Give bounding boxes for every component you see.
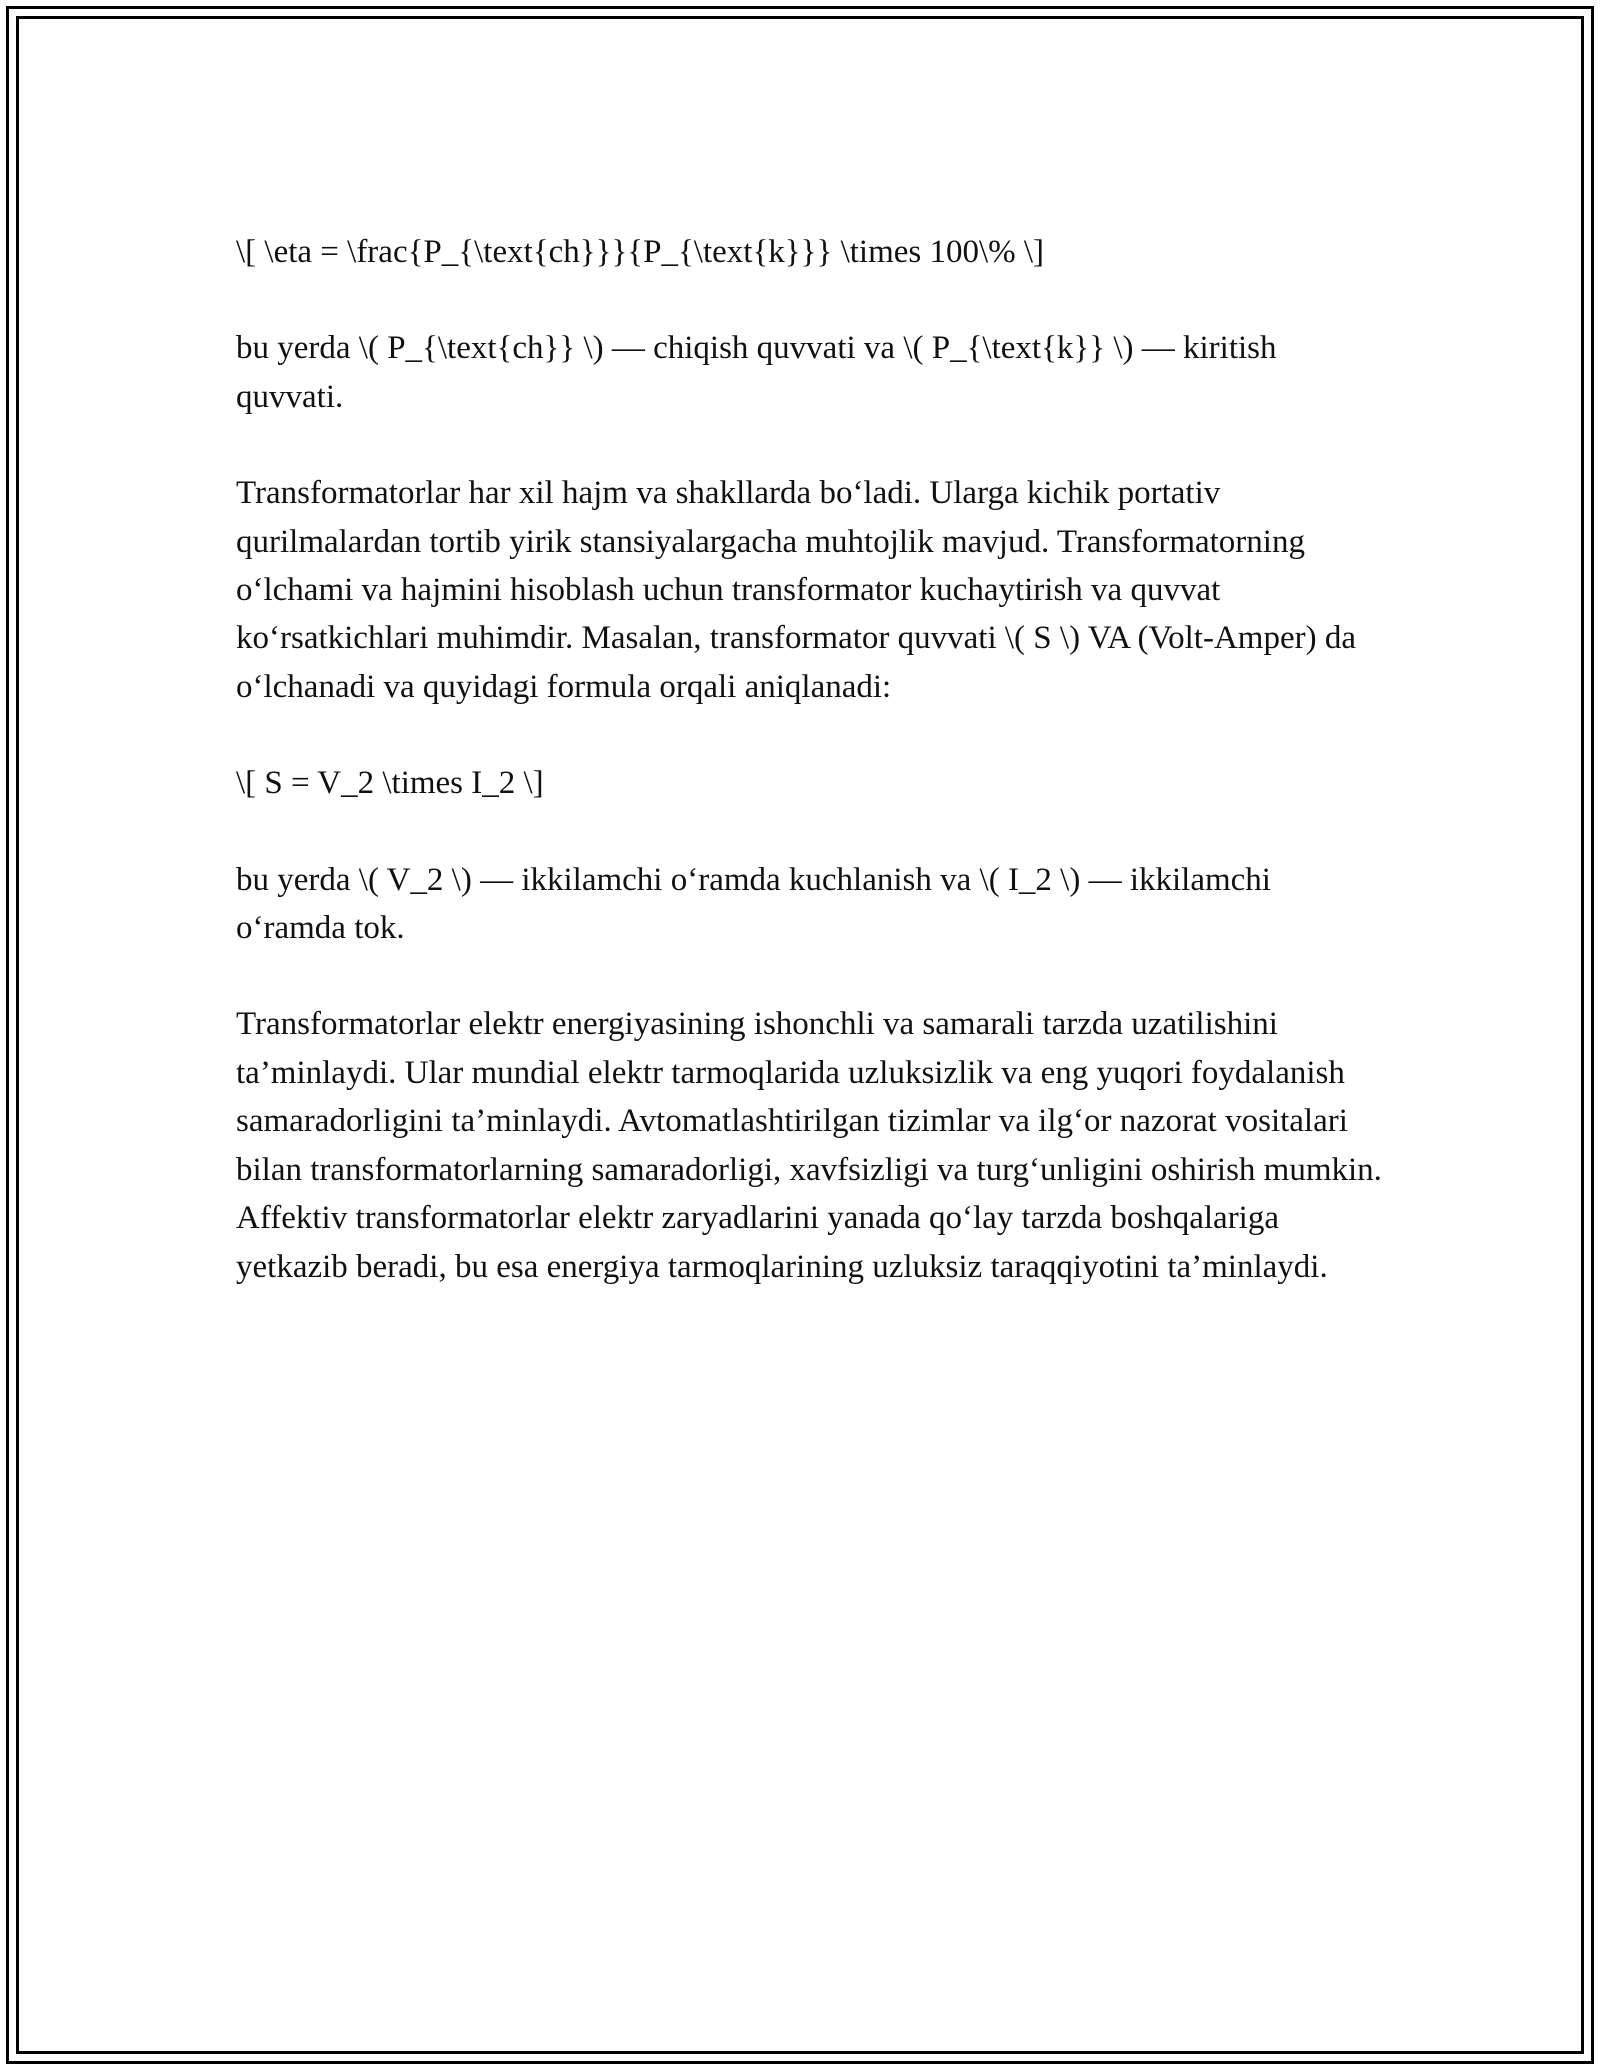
paragraph-power-definition: bu yerda \( V_2 \) — ikkilamchi o‘ramda kuchlanish va \( I_2 \) — ikkilamchi o‘ramda tok. [236,861,1271,947]
paragraph-efficiency-definition: bu yerda \( P_{\text{ch}} \) — chiqish quvvati va \( P_{\text{k}} \) — kiritish quvvati. [236,330,1277,415]
document-body [236,228,1386,1339]
paragraph-transformer-sizes: Transformatorlar har xil hajm va shakllarda bo‘ladi. Ularga kichik portativ qurilmalardan tortib yirik stansiyalargacha muhtojlik mavjud. Transformatorning o‘lchami va hajmini hisoblash uchun transformator kuchaytirish va quvvat ko‘rsatkichlari muhimdir. Masalan, transformator quvvati \( S \) VA (Volt-Amper) da o‘lchanadi va quyidagi formula orqali aniqlanadi: [236,475,1356,705]
paragraph-conclusion: Transformatorlar elektr energiyasining ishonchli va samarali tarzda uzatilishini ta’minlaydi. Ular mundial elektr tarmoqlarida uzluksizlik va eng yuqori foydalanish samaradorligini ta’minlaydi. Avtomatlashtirilgan tizimlar va ilg‘or nazorat vositalari bilan transformatorlarning samaradorligi, xavfsizligi va turg‘unligini oshirish mumkin. Affektiv transformatorlar elektr zaryadlarini yanada qo‘lay tarzda boshqalariga yetkazib beradi, bu esa energiya tarmoqlarining uzluksiz taraqqiyotini ta’minlaydi. [236,1006,1382,1285]
formula-efficiency: \[ \eta = \frac{P_{\text{ch}}}{P_{\text{k}}} \times 100\% \] [236,234,1045,270]
formula-apparent-power: \[ S = V_2 \times I_2 \] [236,765,544,802]
